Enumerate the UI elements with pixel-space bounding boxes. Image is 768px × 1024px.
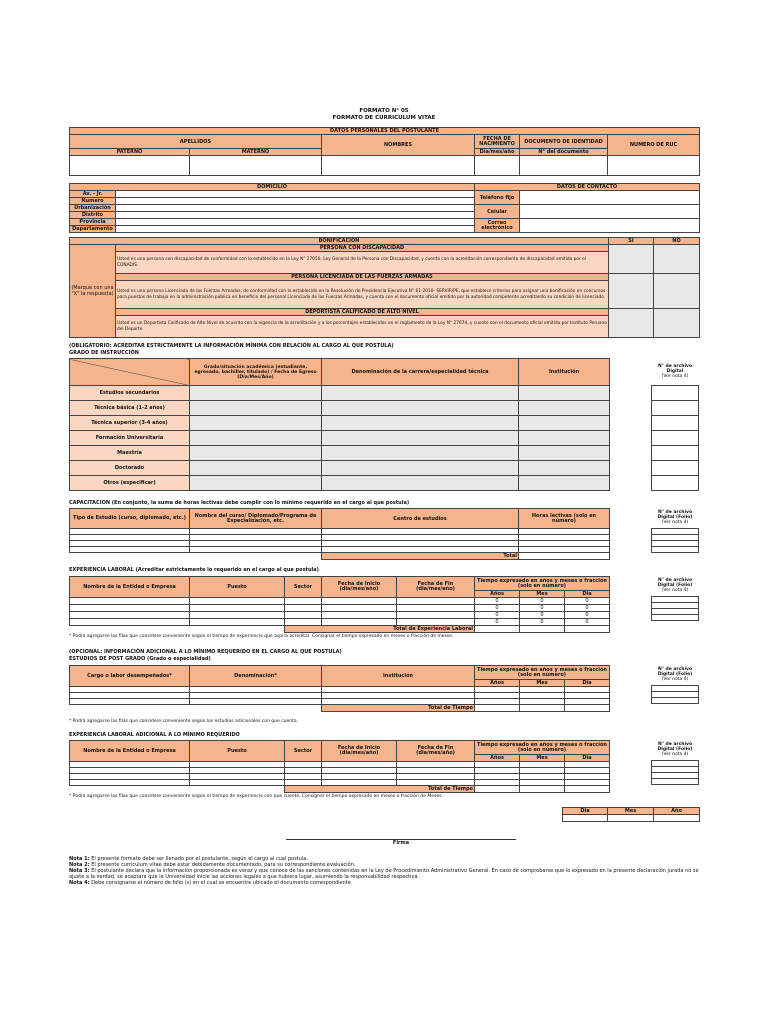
field-label: Distrito: [70, 212, 116, 219]
denominacion-header: Denominación de la carrera/especialidad técnica: [322, 359, 519, 386]
field-label: Av. - Jr.: [70, 191, 116, 198]
total-experiencia-label: Total de Experiencia Laboral: [285, 626, 475, 633]
row-label: Estudios secundarios: [70, 386, 190, 401]
ruc-header: NUMERO DE RUC: [608, 135, 700, 156]
cell-input[interactable]: [190, 416, 322, 431]
postgrado-title: ESTUDIOS DE POST GRADO (Grado o especialidad): [69, 656, 211, 662]
materno-header: MATERNO: [190, 149, 322, 156]
archivo-input[interactable]: [652, 778, 699, 784]
cell-input[interactable]: [322, 461, 519, 476]
puesto-header: Puesto: [190, 741, 285, 762]
archivo-input[interactable]: [652, 415, 699, 430]
cell-input[interactable]: [322, 386, 519, 401]
cell-input[interactable]: [519, 476, 610, 491]
anos-value: 0: [475, 598, 520, 605]
archivo-label: N° de archivo Digital (Folio): [657, 666, 693, 677]
anos-value: 0: [475, 605, 520, 612]
cell-input[interactable]: [519, 416, 610, 431]
doc-number-header: N° del documento: [520, 149, 608, 156]
si-header: SI: [609, 238, 654, 245]
contact-label: Teléfono fijo: [475, 191, 520, 205]
centro-estudios-header: Centro de estudios: [322, 509, 519, 529]
resumen-ano: Año: [654, 808, 700, 815]
tiempo-header: Tiempo expresado en años y meses o fracción (solo en número): [475, 666, 610, 680]
cell-input[interactable]: [285, 605, 322, 612]
experiencia-archivo: [651, 575, 699, 621]
format-title: FORMATO DE CURRICULUM VITAE: [332, 115, 436, 121]
ver-nota: (Ver nota 4): [661, 519, 689, 525]
no-header: NO: [654, 238, 700, 245]
opcional-title: (OPCIONAL: INFORMACIÓN ADICIONAL A LO MÍNIMO REQUERIDO EN EL CARGO AL QUE POSTULA): [69, 649, 342, 655]
address-input[interactable]: [116, 205, 475, 212]
discapacidad-text: Usted es una persona con discapacidad de conformidad con lo establecido en la Ley N° 27050, Ley General de la Persona con Discapacidad, y cuenta con la acreditación correspondiente de discapacidad emitida por el CONADIS.: [116, 252, 609, 274]
entidad-header: Nombre de la Entidad o Empresa: [70, 741, 190, 762]
tiempo-header: Tiempo expresado en años y meses o fracción (solo en número): [475, 741, 610, 755]
nota-4: [69, 880, 699, 886]
cell-input[interactable]: [70, 612, 190, 619]
mes-value: 0: [520, 605, 565, 612]
resumen-mes-input[interactable]: [608, 815, 654, 822]
nota-text: El presente curriculum vitae debe estar debidamente documentado, para su correspondiente evaluación.: [91, 862, 356, 868]
institucion-header: Institución: [519, 359, 610, 386]
total-label: Total: [322, 553, 519, 560]
nota-label: Nota 2:: [69, 862, 90, 868]
no-licenciado-box[interactable]: [654, 274, 700, 309]
address-input[interactable]: [116, 212, 475, 219]
materno-field[interactable]: [190, 156, 322, 176]
address-contact-table: [69, 183, 700, 233]
deportista-header: DEPORTISTA CALIFICADO DE ALTO NIVEL: [116, 309, 609, 316]
total-tiempo-label: Total de Tiempo: [285, 786, 475, 793]
anos-value: 0: [475, 612, 520, 619]
mes-value: 0: [520, 598, 565, 605]
archivo-input[interactable]: [652, 614, 699, 620]
experiencia-adicional-nota: * Podrá agregarse las filas que considere conveniente según el tiempo de experiencia con que cuente. Consignar el tiempo expresado en meses o fracción de Meses.: [69, 794, 443, 799]
dia-header: Dia: [565, 755, 610, 762]
bonificacion-table: [69, 237, 700, 338]
fecha-nac-header: FECHA DE NACIMIENTO: [475, 135, 520, 149]
fecha-inicio-header: Fecha de Inicio (dia/mes/año): [322, 577, 397, 598]
si-deportista-box[interactable]: [609, 309, 654, 338]
nombre-curso-header: Nombre del curso/ Diplomado/Programa de Especialización, etc.: [190, 509, 322, 529]
marque-label: (Marque con una "X" la respuesta): [70, 245, 116, 338]
cell-input[interactable]: [519, 446, 610, 461]
firma-label: Firma: [392, 840, 410, 846]
cell-input[interactable]: [285, 612, 322, 619]
postgrado-archivo: [651, 664, 699, 704]
field-label: Numero: [70, 198, 116, 205]
cell-input[interactable]: [190, 461, 322, 476]
total-input[interactable]: [565, 626, 610, 633]
cell-input[interactable]: [190, 431, 322, 446]
fecha-fin-header: Fecha de Fin (dia/mes/año): [397, 741, 475, 762]
contacto-header: DATOS DE CONTACTO: [475, 184, 700, 191]
instruccion-archivo: [651, 358, 699, 491]
cell-input[interactable]: [519, 401, 610, 416]
address-input[interactable]: [116, 219, 475, 226]
doc-header: DOCUMENTO DE IDENTIDAD: [520, 135, 608, 149]
total-input[interactable]: [565, 705, 610, 712]
instruccion-table: [69, 358, 610, 491]
mes-value: 0: [520, 619, 565, 626]
cell-input[interactable]: [190, 605, 285, 612]
dia-header: Dia: [565, 680, 610, 687]
bonificacion-header: BONIFICACION: [70, 238, 609, 245]
notas-block: [69, 856, 699, 886]
tiempo-header: Tiempo expresado en años y meses o fracción (solo en número): [475, 577, 610, 591]
capacitacion-title: CAPACITACION (En conjunto, la suma de horas lectivas debe cumplir con lo mínimo requerido en el cargo al que postula): [69, 500, 410, 506]
cell-input[interactable]: [322, 431, 519, 446]
contact-label: Correo electrónico: [475, 219, 520, 233]
experiencia-nota: * Podrá agregarse las filas que considere conveniente según el tiempo de experiencia que aspira acreditar. Consignar el tiempo expresado en meses o fracción de meses.: [69, 634, 454, 639]
domicilio-header: DOMICILIO: [70, 184, 475, 191]
experiencia-table: [69, 576, 610, 633]
archivo-input[interactable]: [652, 546, 699, 552]
cell-input[interactable]: [519, 431, 610, 446]
cell-input[interactable]: [190, 612, 285, 619]
ver-nota: (Ver nota 4): [661, 587, 689, 593]
cell-input[interactable]: [519, 461, 610, 476]
nota-3: [69, 868, 699, 880]
postgrado-table: [69, 665, 610, 712]
row-label: Otros (especificar): [70, 476, 190, 491]
sector-header: Sector: [285, 741, 322, 762]
total-input[interactable]: [520, 786, 565, 793]
entidad-header: Nombre de la Entidad o Empresa: [70, 577, 190, 598]
cell-input[interactable]: [397, 605, 475, 612]
nota-text: Debe consignarse el número de folio (s) en el cual se encuentre ubicado el documento correspondiente: [91, 880, 351, 886]
row-label: Formación Universitaria: [70, 431, 190, 446]
cell-input[interactable]: [322, 446, 519, 461]
horas-header: Horas lectivas (solo en número): [519, 509, 610, 529]
format-number: FORMATO N° 05: [359, 108, 409, 114]
nota-label: Nota 3:: [69, 868, 90, 874]
licenciado-header: PERSONA LICENCIADA DE LAS FUERZAS ARMADAS: [116, 274, 609, 281]
cell-input[interactable]: [190, 401, 322, 416]
contact-input[interactable]: [520, 191, 700, 205]
contact-input[interactable]: [520, 205, 700, 219]
experiencia-adicional-archivo: [651, 739, 699, 785]
resumen-ano-input[interactable]: [654, 815, 700, 822]
anos-value: 0: [475, 619, 520, 626]
cell-input[interactable]: [70, 605, 190, 612]
puesto-header: Puesto: [190, 577, 285, 598]
cell-input[interactable]: [70, 619, 190, 626]
postgrado-nota: * Podrá agregarse las filas que considere conveniente según los estudios adicionales con que cuenta.: [69, 719, 299, 724]
nota-text: El postulante declara que la información proporcionada es veraz y que conoce de las sanciones contenidas en la Ley de Procedimiento Administrativo General. En caso de comprobarse que lo expresado en la presente declaración jurada no se ajuste a la verdad, se aceptara que la Universidad inicie las acciones legales a que hubiera lugar, asumiendo la responsabilidad respectiva.: [69, 868, 699, 880]
mes-header: Mes: [520, 755, 565, 762]
diagonal-header: [70, 359, 190, 386]
row-label: Doctorado: [70, 461, 190, 476]
institucion-header: Institución: [322, 666, 475, 687]
archivo-input[interactable]: [652, 385, 699, 400]
cell-input[interactable]: [322, 416, 519, 431]
total-input[interactable]: [520, 705, 565, 712]
cell-input[interactable]: [397, 612, 475, 619]
total-input[interactable]: [565, 786, 610, 793]
total-input[interactable]: [520, 626, 565, 633]
nombres-field[interactable]: [322, 156, 475, 176]
cell-input[interactable]: [322, 476, 519, 491]
archivo-input[interactable]: [652, 475, 699, 490]
fecha-nac-field[interactable]: [475, 156, 520, 176]
archivo-input[interactable]: [652, 697, 699, 703]
mes-header: Mes: [520, 591, 565, 598]
field-label: Departamento: [70, 226, 116, 233]
grado-header: Grado/situación académica (estudiante, egresado, bachiller, titulado) / Fecha de Egreso (Día/Mes/Año): [190, 359, 322, 386]
anos-header: Años: [475, 680, 520, 687]
cell-input[interactable]: [397, 619, 475, 626]
archivo-input[interactable]: [652, 430, 699, 445]
cell-input[interactable]: [322, 598, 397, 605]
nota-label: Nota 1:: [69, 856, 90, 862]
cell-input[interactable]: [322, 605, 397, 612]
si-discapacidad-box[interactable]: [609, 245, 654, 274]
resumen-mes: Mes: [608, 808, 654, 815]
contact-label: Celular: [475, 205, 520, 219]
experiencia-adicional-title: EXPERIENCIA LABORAL ADICIONAL A LO MÍNIMO REQUERIDO: [69, 732, 240, 738]
archivo-input[interactable]: [652, 445, 699, 460]
cargo-header: Cargo o labor desempeñados*: [70, 666, 190, 687]
doc-field[interactable]: [520, 156, 608, 176]
dia-value: 0: [565, 605, 610, 612]
resumen-table: [562, 807, 700, 822]
deportista-text: Usted es un Deportista Calificado de Alto Nivel de acuerdo con la vigencia de la acreditación y a los porcentajes establecidos en el reglamento de la Ley N° 27674, y cuente con el documento oficial emitido por Instituto Peruano del Deporte: [116, 316, 609, 338]
cell-input[interactable]: [285, 619, 322, 626]
personal-section-header: DATOS PERSONALES DEL POSTULANTE: [70, 128, 700, 135]
archivo-input[interactable]: [652, 400, 699, 415]
cell-input[interactable]: [190, 619, 285, 626]
dia-value: 0: [565, 598, 610, 605]
row-label: Técnica básica (1-2 años): [70, 401, 190, 416]
address-input[interactable]: [116, 191, 475, 198]
field-label: Provincia: [70, 219, 116, 226]
dia-header: Dia: [565, 591, 610, 598]
cell-input[interactable]: [397, 598, 475, 605]
nombres-header: NOMBRES: [322, 135, 475, 156]
total-input[interactable]: [475, 705, 520, 712]
ver-nota: (Ver nota 4): [661, 676, 689, 682]
anos-header: Años: [475, 755, 520, 762]
cell-input[interactable]: [190, 476, 322, 491]
ver-nota: (Ver nota 4): [661, 373, 689, 379]
no-discapacidad-box[interactable]: [654, 245, 700, 274]
field-label: Urbanización: [70, 205, 116, 212]
contact-input[interactable]: [520, 219, 700, 233]
address-input[interactable]: [116, 198, 475, 205]
total-input[interactable]: [475, 626, 520, 633]
dia-value: 0: [565, 619, 610, 626]
tipo-estudio-header: Tipo de Estudio (curso, diplomado, etc.): [70, 509, 190, 529]
paterno-header: PATERNO: [70, 149, 190, 156]
sector-header: Sector: [285, 577, 322, 598]
licenciado-text: Usted es una persona Licenciada de las Fuerzas Armadas, de conformidad con lo establecido en la Resolución de Presidencia Ejecutiva N° 61-2010- SERVIR/PE, que establece criterios para asignar una bonificación en concursos para puestos de trabajo en la administración pública en beneficio del personal Licenciado de las Fuerzas Armadas, y cuenta con el documento oficial emitido por la autoridad competente acreditando su condición de licenciado.: [116, 281, 609, 309]
ruc-field[interactable]: [608, 156, 700, 176]
dia-value: 0: [565, 612, 610, 619]
mes-header: Mes: [520, 680, 565, 687]
no-deportista-box[interactable]: [654, 309, 700, 338]
total-input[interactable]: [519, 553, 610, 560]
archivo-input[interactable]: [652, 460, 699, 475]
archivo-label: N° de archivo Digital: [657, 363, 693, 374]
nota-text: El presente formato debe ser llenado por el postulante, según el cargo al cual postula.: [91, 856, 308, 862]
anos-header: Años: [475, 591, 520, 598]
discapacidad-header: PERSONA CON DISCAPACIDAD: [116, 245, 609, 252]
cell-input[interactable]: [519, 386, 610, 401]
personal-data-table: [69, 127, 700, 176]
paterno-field[interactable]: [70, 156, 190, 176]
capacitacion-archivo: [651, 507, 699, 553]
si-licenciado-box[interactable]: [609, 274, 654, 309]
total-input[interactable]: [475, 786, 520, 793]
archivo-label: N° de archivo Digital (Folio): [657, 741, 693, 752]
cell-input[interactable]: [190, 386, 322, 401]
row-label: Técnica superior (3-4 años): [70, 416, 190, 431]
experiencia-title: EXPERIENCIA LABORAL (Acreditar estrictamente lo requerido en el cargo al que postula): [69, 567, 319, 573]
archivo-label: N° de archivo Digital (Folio): [657, 509, 693, 520]
obligatorio-label: (OBLIGATORIO: ACREDITAR ESTRICTAMENTE LA INFORMACIÓN MÍNIMA CON RELACIÓN AL CARGO AL QUE POSTULA): [69, 343, 394, 349]
grado-title: GRADO DE INSTRUCCIÓN: [69, 350, 139, 356]
fecha-format: Día/mes/año: [475, 149, 520, 156]
cell-input[interactable]: [322, 401, 519, 416]
cell-input[interactable]: [285, 598, 322, 605]
capacitacion-table: [69, 508, 610, 560]
cell-input[interactable]: [70, 598, 190, 605]
address-input[interactable]: [116, 226, 475, 233]
fecha-fin-header: Fecha de Fin (dia/mes/año): [397, 577, 475, 598]
experiencia-adicional-table: [69, 740, 610, 793]
mes-value: 0: [520, 612, 565, 619]
cell-input[interactable]: [322, 619, 397, 626]
apellidos-header: APELLIDOS: [70, 135, 322, 149]
cell-input[interactable]: [322, 612, 397, 619]
fecha-inicio-header: Fecha de Inicio (dia/mes/año): [322, 741, 397, 762]
cell-input[interactable]: [190, 446, 322, 461]
ver-nota: (Ver nota 4): [661, 751, 689, 757]
total-tiempo-label: Total de Tiempo: [322, 705, 475, 712]
resumen-dia-input[interactable]: [563, 815, 608, 822]
archivo-label: N° de archivo Digital (Folio): [657, 577, 693, 588]
row-label: Maestría: [70, 446, 190, 461]
resumen-dia: Dia: [563, 808, 608, 815]
cell-input[interactable]: [190, 598, 285, 605]
denominacion-header: Denominación*: [190, 666, 322, 687]
nota-label: Nota 4:: [69, 880, 90, 886]
